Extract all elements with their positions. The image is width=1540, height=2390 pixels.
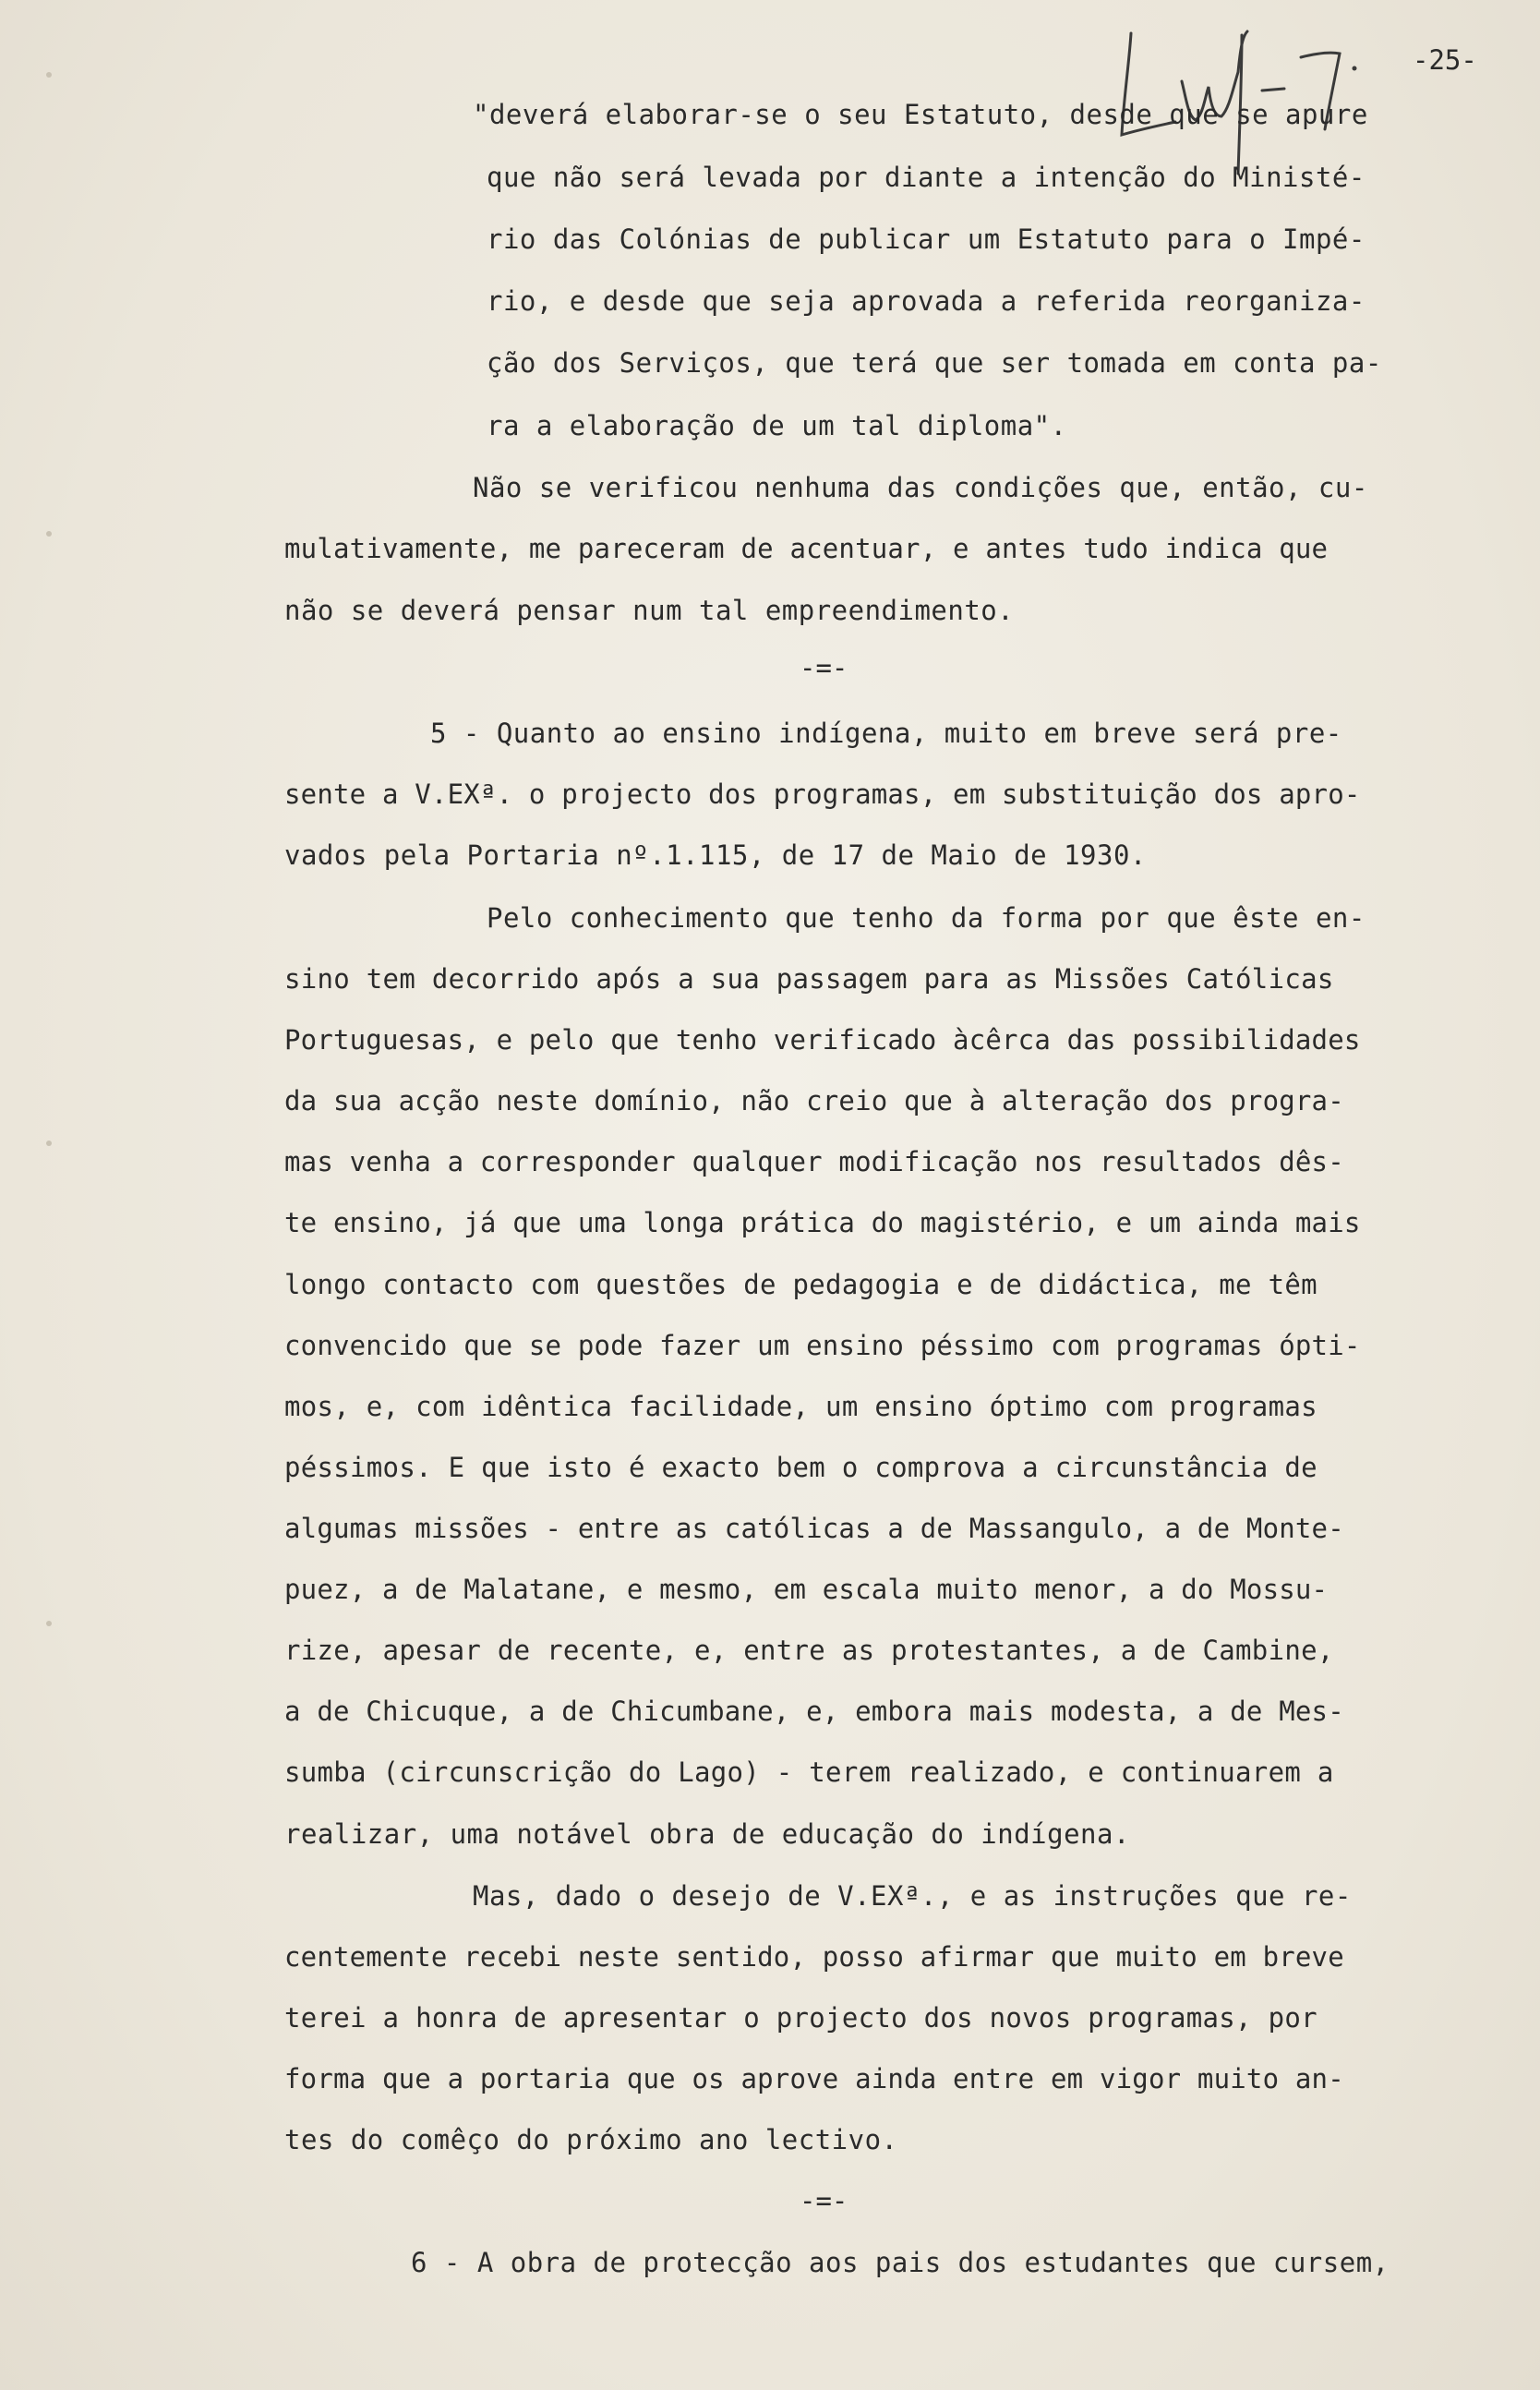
text-line: forma que a portaria que os aprove ainda entre em vigor muito an- (284, 2063, 1344, 2094)
text-line: tes do comêço do próximo ano lectivo. (284, 2124, 898, 2155)
section-separator: -=- (800, 652, 848, 683)
text-line: a de Chicuque, a de Chicumbane, e, embora mais modesta, a de Mes- (284, 1696, 1344, 1727)
text-line: 5 - Quanto ao ensino indígena, muito em breve será pre- (430, 718, 1342, 749)
margin-mark (46, 1621, 52, 1626)
text-line: sente a V.EXª. o projecto dos programas, em substituição dos apro- (284, 779, 1361, 810)
text-line: mulativamente, me pareceram de acentuar, e antes tudo indica que (284, 533, 1329, 564)
text-line: Mas, dado o desejo de V.EXª., e as instruções que re- (473, 1880, 1352, 1912)
text-line: rio das Colónias de publicar um Estatuto para o Impé- (487, 223, 1366, 255)
text-line: longo contacto com questões de pedagogia e de didáctica, me têm (284, 1269, 1317, 1300)
text-line: sumba (circunscrição do Lago) - terem realizado, e continuarem a (284, 1756, 1334, 1788)
text-line: péssimos. E que isto é exacto bem o comprova a circunstância de (284, 1452, 1317, 1483)
text-line: que não será levada por diante a intenção do Ministé- (487, 162, 1366, 193)
text-line: ra a elaboração de um tal diploma". (487, 410, 1067, 441)
text-line: sino tem decorrido após a sua passagem para as Missões Católicas (284, 963, 1334, 995)
margin-mark (46, 531, 52, 537)
margin-mark (46, 1141, 52, 1146)
text-line: rize, apesar de recente, e, entre as protestantes, a de Cambine, (284, 1635, 1334, 1666)
text-line: não se deverá pensar num tal empreendimento. (284, 595, 1015, 626)
text-line: terei a honra de apresentar o projecto dos novos programas, por (284, 2002, 1317, 2034)
text-line: mos, e, com idêntica facilidade, um ensino óptimo com programas (284, 1391, 1317, 1422)
text-line: mas venha a corresponder qualquer modificação nos resultados dês- (284, 1146, 1344, 1177)
text-line: convencido que se pode fazer um ensino péssimo com programas ópti- (284, 1330, 1361, 1361)
section-separator: -=- (800, 2185, 848, 2216)
text-line: rio, e desde que seja aprovada a referida reorganiza- (487, 285, 1366, 317)
page-number: -25- (1413, 44, 1477, 76)
text-line: "deverá elaborar-se o seu Estatuto, desde que se apure (473, 99, 1368, 130)
text-line: centemente recebi neste sentido, posso afirmar que muito em breve (284, 1941, 1344, 1973)
text-line: Não se verificou nenhuma das condições que, então, cu- (473, 472, 1368, 503)
text-line: realizar, uma notável obra de educação do indígena. (284, 1818, 1130, 1850)
text-line: Portuguesas, e pelo que tenho verificado àcêrca das possibilidades (284, 1024, 1361, 1056)
text-line: da sua acção neste domínio, não creio que à alteração dos progra- (284, 1085, 1344, 1117)
text-line: puez, a de Malatane, e mesmo, em escala muito menor, a do Mossu- (284, 1574, 1329, 1605)
text-line: ção dos Serviços, que terá que ser tomada em conta pa- (487, 347, 1382, 379)
text-line: vados pela Portaria nº.1.115, de 17 de Maio de 1930. (284, 839, 1147, 871)
text-line: te ensino, já que uma longa prática do magistério, e um ainda mais (284, 1207, 1361, 1238)
margin-mark (46, 72, 52, 78)
text-line: 6 - A obra de protecção aos pais dos estudantes que cursem, (411, 2247, 1390, 2278)
text-line: Pelo conhecimento que tenho da forma por que êste en- (487, 902, 1366, 934)
text-line: algumas missões - entre as católicas a de Massangulo, a de Monte- (284, 1513, 1344, 1544)
